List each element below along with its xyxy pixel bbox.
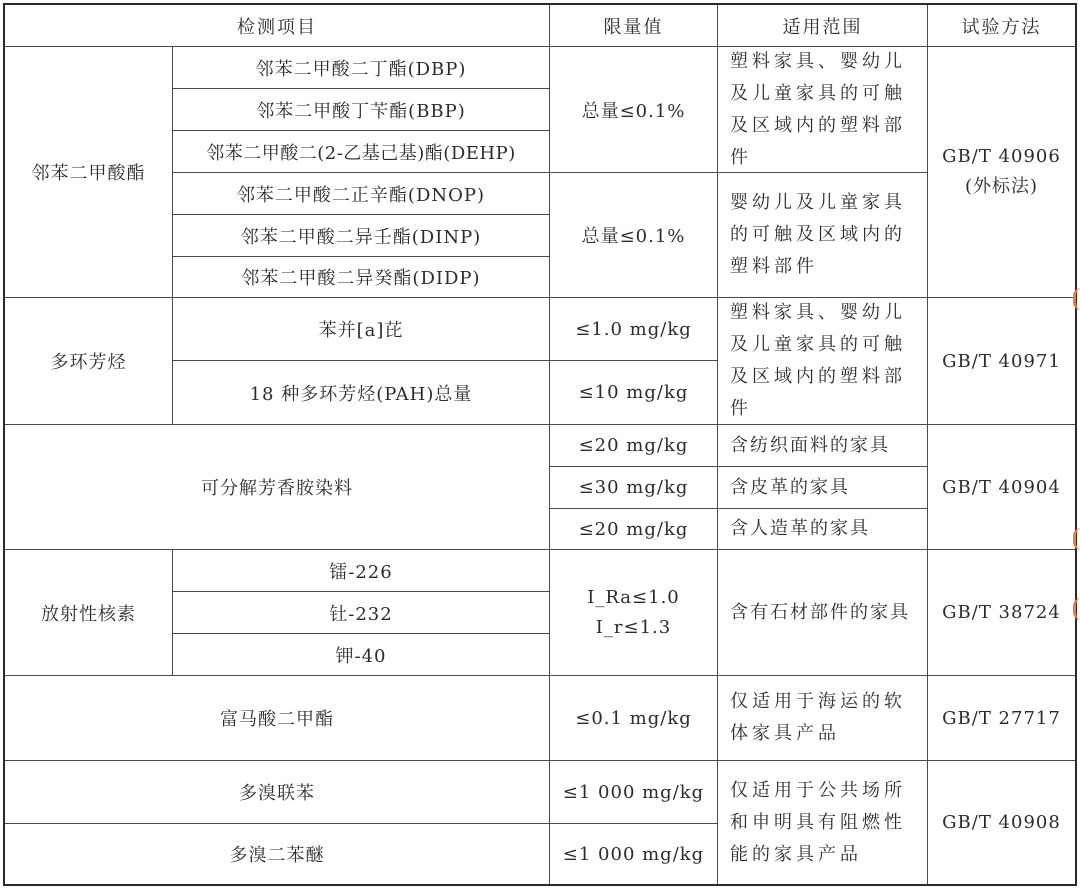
method-radionuclides: GB/T 38724 bbox=[928, 550, 1075, 676]
item-dbp: 邻苯二甲酸二丁酯(DBP) bbox=[173, 47, 550, 89]
edge-mark-1 bbox=[1073, 288, 1080, 310]
limit-pbde: ≤1 000 mg/kg bbox=[550, 824, 718, 884]
header-method: 试验方法 bbox=[928, 5, 1075, 47]
group-pah: 多环芳烃 bbox=[5, 298, 173, 425]
limit-azo-textile: ≤20 mg/kg bbox=[550, 425, 718, 467]
header-scope: 适用范围 bbox=[718, 5, 928, 47]
group-phthalates: 邻苯二甲酸酯 bbox=[5, 47, 173, 298]
method-dmf: GB/T 27717 bbox=[928, 676, 1075, 761]
limit-azo-leather: ≤30 mg/kg bbox=[550, 467, 718, 509]
item-didp: 邻苯二甲酸二异癸酯(DIDP) bbox=[173, 257, 550, 298]
item-bap: 苯并[a]芘 bbox=[173, 298, 550, 361]
method-pah: GB/T 40971 bbox=[928, 298, 1075, 425]
method-azo: GB/T 40904 bbox=[928, 425, 1075, 550]
header-limit: 限量值 bbox=[550, 5, 718, 47]
item-dmf: 富马酸二甲酯 bbox=[5, 676, 550, 761]
item-dnop: 邻苯二甲酸二正辛酯(DNOP) bbox=[173, 173, 550, 215]
method-phthalates-code: GB/T 40906 bbox=[942, 146, 1061, 167]
item-pbb: 多溴联苯 bbox=[5, 761, 550, 824]
item-th232: 钍-232 bbox=[173, 592, 550, 634]
item-ra226: 镭-226 bbox=[173, 550, 550, 592]
method-phthalates bbox=[928, 47, 1075, 298]
item-bbp: 邻苯二甲酸丁苄酯(BBP) bbox=[173, 89, 550, 131]
edge-mark-2 bbox=[1073, 528, 1080, 550]
scope-dmf: 仅适用于海运的软体家具产品 bbox=[718, 676, 928, 761]
limit-phthalates-b: 总量≤0.1% bbox=[550, 173, 718, 298]
group-radionuclides: 放射性核素 bbox=[5, 550, 173, 676]
limit-pah-total: ≤10 mg/kg bbox=[550, 361, 718, 425]
scope-radionuclides: 含有石材部件的家具 bbox=[718, 550, 928, 676]
limit-ira: I_Ra≤1.0 bbox=[587, 586, 680, 608]
item-dehp: 邻苯二甲酸二(2-乙基己基)酯(DEHP) bbox=[173, 131, 550, 173]
limit-radionuclides bbox=[550, 550, 718, 676]
scope-brominated: 仅适用于公共场所和申明具有阻燃性能的家具产品 bbox=[718, 761, 928, 884]
item-pbde: 多溴二苯醚 bbox=[5, 824, 550, 884]
method-phthalates-note: (外标法) bbox=[964, 176, 1039, 197]
limit-phthalates-a: 总量≤0.1% bbox=[550, 47, 718, 173]
limit-pbb: ≤1 000 mg/kg bbox=[550, 761, 718, 824]
header-item: 检测项目 bbox=[5, 5, 550, 47]
item-dinp: 邻苯二甲酸二异壬酯(DINP) bbox=[173, 215, 550, 257]
method-brominated: GB/T 40908 bbox=[942, 812, 1061, 833]
scope-azo-artificial: 含人造革的家具 bbox=[718, 509, 928, 550]
scope-azo-textile: 含纺织面料的家具 bbox=[718, 425, 928, 467]
limit-azo-artificial: ≤20 mg/kg bbox=[550, 509, 718, 550]
scope-phthalates-a: 塑料家具、婴幼儿及儿童家具的可触及区域内的塑料部件 bbox=[718, 47, 928, 173]
item-azo: 可分解芳香胺染料 bbox=[5, 425, 550, 550]
edge-mark-3 bbox=[1073, 598, 1080, 620]
scope-pah: 塑料家具、婴幼儿及儿童家具的可触及区域内的塑料部件 bbox=[718, 298, 928, 425]
scope-azo-leather: 含皮革的家具 bbox=[718, 467, 928, 509]
limits-table bbox=[3, 3, 1077, 886]
limit-bap: ≤1.0 mg/kg bbox=[550, 298, 718, 361]
limit-dmf: ≤0.1 mg/kg bbox=[550, 676, 718, 761]
limit-ir: I_r≤1.3 bbox=[595, 616, 672, 638]
item-k40: 钾-40 bbox=[173, 634, 550, 676]
scope-phthalates-b: 婴幼儿及儿童家具的可触及区域内的塑料部件 bbox=[718, 173, 928, 298]
item-pah-total: 18 种多环芳烃(PAH)总量 bbox=[173, 361, 550, 425]
